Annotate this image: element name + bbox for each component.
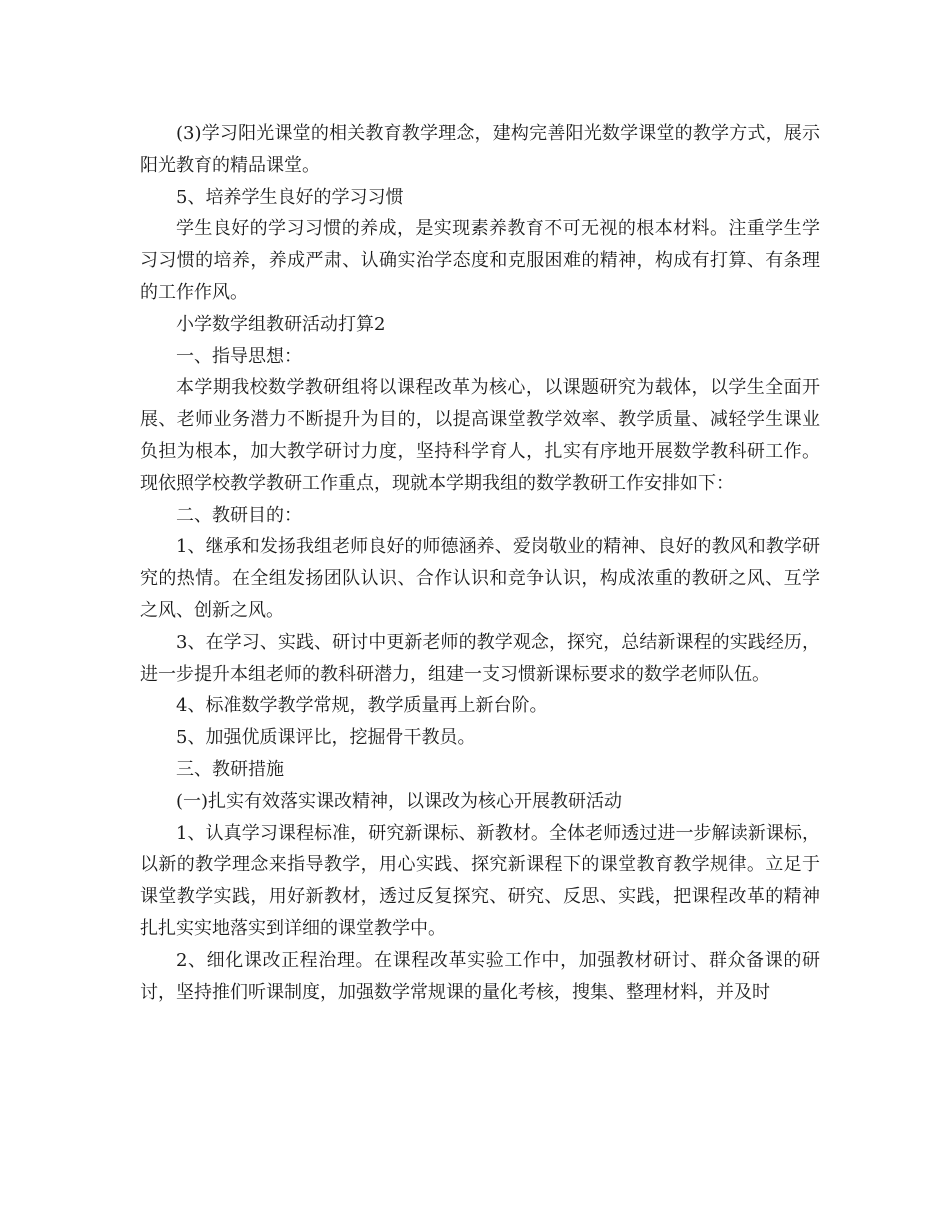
document-body: [140, 118, 820, 1008]
paragraph-goal-5: 5、加强优质课评比，挖掘骨干教员。: [176, 727, 476, 749]
heading-research-measures: 三、教研措施: [176, 758, 284, 780]
paragraph-guiding-ideology: 本学期我校数学教研组将以课程改革为核心，以课题研究为载体，以学生全面开展、老师业务潜力不断提升为目的，以提高课堂教学效率、教学质量、减轻学生课业负担为根本，加大教学研讨力度，坚持科学育人，扎实有序地开展数学教科研工作。现依照学校教学教研工作重点，现就本学期我组的数学教研工作安排如下：: [140, 377, 820, 494]
paragraph-goal-1: 1、继承和发扬我组老师良好的师德涵养、爱岗敬业的精神、良好的教风和教学研究的热情。在全组发扬团队认识、合作认识和竞争认识，构成浓重的教研之风、互学之风、创新之风。: [140, 536, 820, 621]
heading-research-goals: 二、教研目的：: [176, 504, 302, 526]
section-title-plan-2: 小学数学组教研活动打算2: [176, 313, 386, 335]
paragraph-study-habits: 学生良好的学习习惯的养成，是实现素养教育不可无视的根本材料。注重学生学习习惯的培养，养成严肃、认确实治学态度和克服困难的精神，构成有打算、有条理的工作作风。: [140, 218, 820, 303]
paragraph-measure-2: 2、细化课改正程治理。在课程改革实验工作中，加强教材研讨、群众备课的研讨，坚持推们听课制度，加强数学常规课的量化考核，搜集、整理材料，并及时: [140, 949, 820, 1003]
subheading-curriculum-reform: (一)扎实有效落实课改精神，以课改为核心开展教研活动: [176, 790, 623, 812]
paragraph-goal-4: 4、标准数学教学常规，教学质量再上新台阶。: [176, 695, 548, 717]
paragraph-goal-3: 3、在学习、实践、研讨中更新老师的教学观念，探究，总结新课程的实践经历，进一步提升本组老师的教科研潜力，组建一支习惯新课标要求的数学老师队伍。: [140, 631, 820, 685]
paragraph-sunshine-classroom: (3)学习阳光课堂的相关教育教学理念，建构完善阳光数学课堂的教学方式，展示阳光教育的精品课堂。: [140, 123, 820, 176]
paragraph-measure-1: 1、认真学习课程标准，研究新课标、新教材。全体老师透过进一步解读新课标，以新的教学理念来指导教学，用心实践、探究新课程下的课堂教育教学规律。立足于课堂教学实践，用好新教材，透过反复探究、研究、反思、实践，把课程改革的精神扎扎实实地落实到详细的课堂教学中。: [140, 822, 820, 939]
heading-guiding-ideology: 一、指导思想：: [176, 345, 302, 367]
heading-study-habits: 5、培养学生良好的学习习惯: [176, 186, 404, 208]
